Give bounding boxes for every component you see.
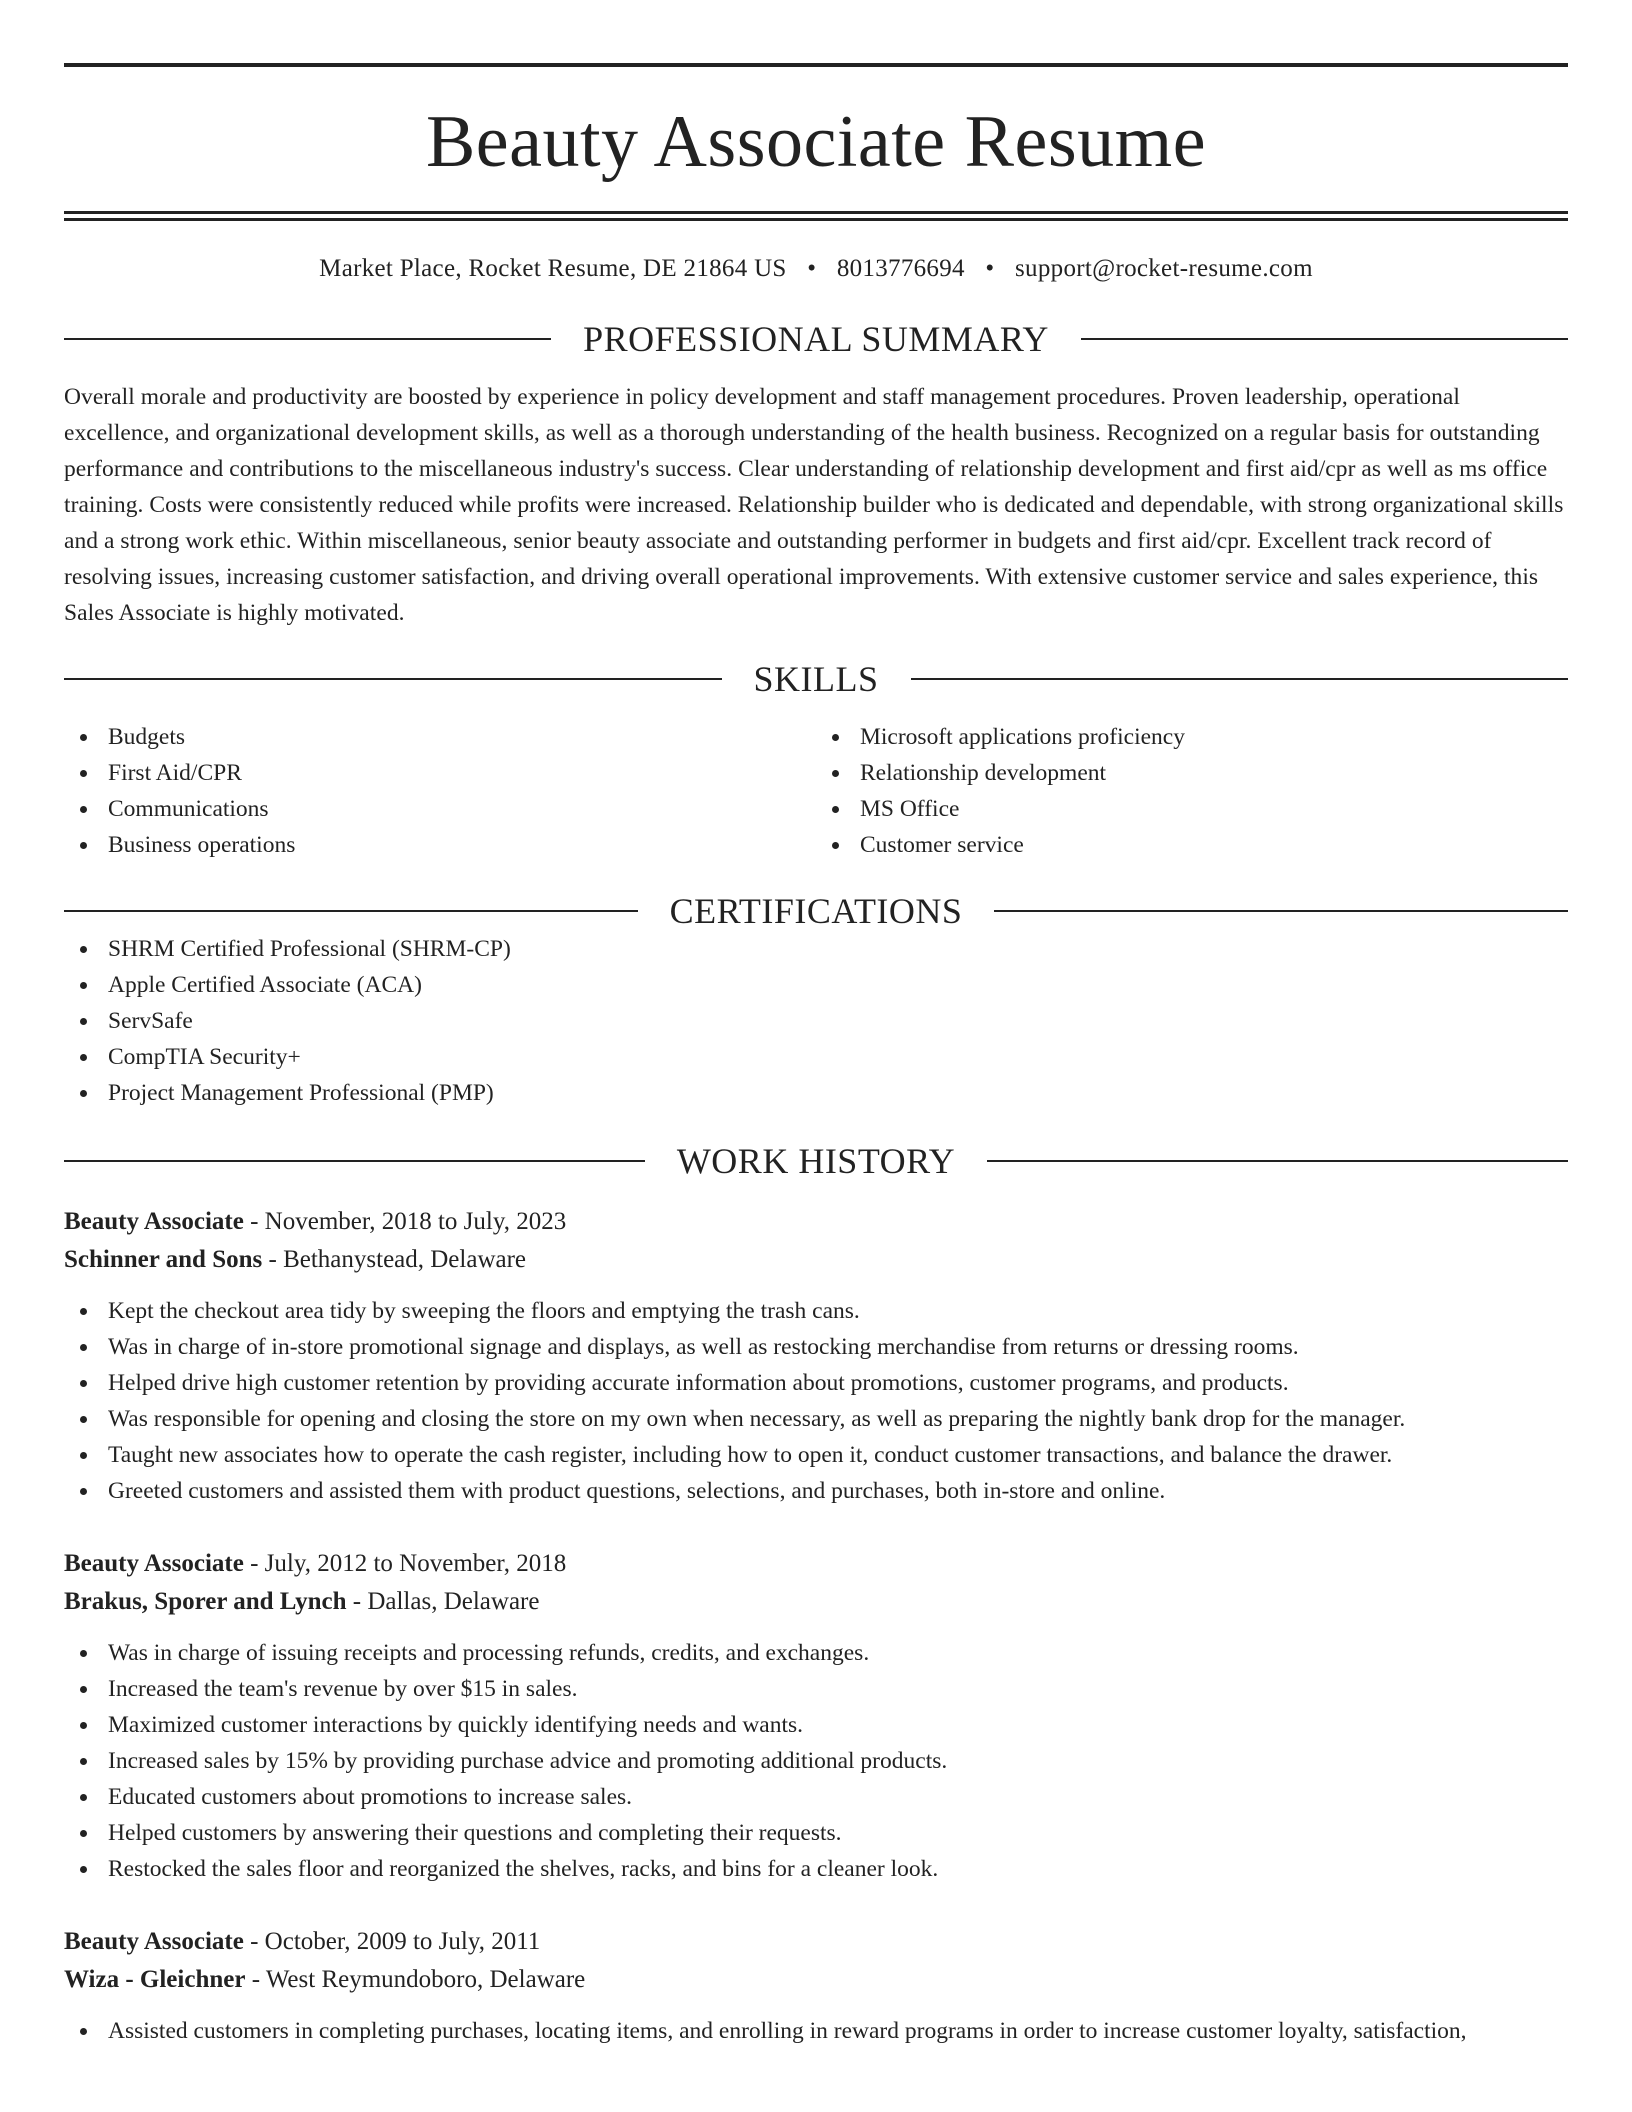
skills-list-right bbox=[816, 719, 1568, 863]
job-bullet: Was responsible for opening and closing the store on my own when necessary, as well as preparing the nightly bank drop for the manager. bbox=[64, 1401, 1568, 1437]
section-divider-left bbox=[64, 910, 638, 912]
skill-item: MS Office bbox=[816, 791, 1568, 827]
job-company: Wiza - Gleichner bbox=[64, 1966, 246, 1993]
skill-item: Business operations bbox=[64, 827, 816, 863]
contact-phone: 8013776694 bbox=[836, 255, 965, 282]
job-title-line bbox=[64, 1545, 1568, 1583]
job-entry bbox=[64, 1923, 1568, 2049]
certification-item: Apple Certified Associate (ACA) bbox=[64, 967, 1568, 1003]
skill-item: Communications bbox=[64, 791, 816, 827]
certification-item: SHRM Certified Professional (SHRM-CP) bbox=[64, 931, 1568, 967]
skills-section-header bbox=[64, 659, 1568, 699]
contact-separator: • bbox=[985, 255, 995, 282]
certification-item: CompTIA Security+ bbox=[64, 1039, 1568, 1075]
job-bullet: Maximized customer interactions by quickly identifying needs and wants. bbox=[64, 1707, 1568, 1743]
summary-text: Overall morale and productivity are boosted by experience in policy development and staff management procedures. Proven leadership, operational excellence, and organizational development skills, as well as a thorough understanding of the health business. Recognized on a regular basis for outstanding performance and contributions to the miscellaneous industry's success. Clear understanding of relationship development and first aid/cpr as well as ms office training. Costs were consistently reduced while profits were increased. Relationship builder who is dedicated and dependable, with strong organizational skills and a strong work ethic. Within miscellaneous, senior beauty associate and outstanding performer in budgets and first aid/cpr. Excellent track record of resolving issues, increasing customer satisfaction, and driving overall operational improvements. With extensive customer service and sales experience, this Sales Associate is highly motivated. bbox=[64, 384, 1564, 626]
job-title-line bbox=[64, 1923, 1568, 1961]
certifications-heading: CERTIFICATIONS bbox=[669, 891, 963, 931]
contact-line bbox=[64, 253, 1568, 285]
certification-item: ServSafe bbox=[64, 1003, 1568, 1039]
contact-email: support@rocket-resume.com bbox=[1015, 255, 1313, 282]
job-bullet: Educated customers about promotions to increase sales. bbox=[64, 1779, 1568, 1815]
job-bullets bbox=[64, 1293, 1568, 1509]
job-bullet: Increased sales by 15% by providing purchase advice and promoting additional products. bbox=[64, 1743, 1568, 1779]
skills-list-left bbox=[64, 719, 816, 863]
job-dates: - November, 2018 to July, 2023 bbox=[250, 1208, 567, 1235]
job-bullet: Greeted customers and assisted them with product questions, selections, and purchases, both in-store and online. bbox=[64, 1473, 1568, 1509]
job-location: - Bethanystead, Delaware bbox=[268, 1246, 527, 1273]
job-bullet: Helped drive high customer retention by providing accurate information about promotions, customer programs, and products. bbox=[64, 1365, 1568, 1401]
skills-heading: SKILLS bbox=[753, 659, 879, 699]
job-bullet: Taught new associates how to operate the cash register, including how to open it, conduct customer transactions, and balance the drawer. bbox=[64, 1437, 1568, 1473]
job-dates: - October, 2009 to July, 2011 bbox=[250, 1928, 541, 1955]
section-divider-right bbox=[911, 678, 1569, 680]
section-divider-left bbox=[64, 338, 551, 340]
skill-item: Microsoft applications proficiency bbox=[816, 719, 1568, 755]
job-bullet: Increased the team's revenue by over $15 in sales. bbox=[64, 1671, 1568, 1707]
job-bullet: Restocked the sales floor and reorganized the shelves, racks, and bins for a cleaner look. bbox=[64, 1851, 1568, 1887]
job-company-line bbox=[64, 1961, 1568, 1999]
work-history-section-header bbox=[64, 1141, 1568, 1181]
page-title: Beauty Associate Resume bbox=[425, 101, 1207, 183]
skill-item: Budgets bbox=[64, 719, 816, 755]
work-history-heading: WORK HISTORY bbox=[676, 1141, 956, 1181]
skills-grid bbox=[64, 719, 1568, 863]
job-bullet: Helped customers by answering their questions and completing their requests. bbox=[64, 1815, 1568, 1851]
job-dates: - July, 2012 to November, 2018 bbox=[250, 1550, 567, 1577]
certification-item: Project Management Professional (PMP) bbox=[64, 1075, 1568, 1111]
summary-heading: PROFESSIONAL SUMMARY bbox=[583, 319, 1049, 359]
certifications-section-header bbox=[64, 891, 1568, 931]
job-bullet: Kept the checkout area tidy by sweeping the floors and emptying the trash cans. bbox=[64, 1293, 1568, 1329]
top-rule bbox=[64, 63, 1568, 67]
summary-section-header bbox=[64, 319, 1568, 359]
job-location: - Dallas, Delaware bbox=[352, 1588, 540, 1615]
job-bullet: Was in charge of issuing receipts and processing refunds, credits, and exchanges. bbox=[64, 1635, 1568, 1671]
section-divider-right bbox=[987, 1160, 1568, 1162]
skill-item: First Aid/CPR bbox=[64, 755, 816, 791]
job-company-line bbox=[64, 1241, 1568, 1279]
job-location: - West Reymundoboro, Delaware bbox=[251, 1966, 586, 1993]
job-bullet: Assisted customers in completing purchases, locating items, and enrolling in reward programs in order to increase customer loyalty, satisfaction, bbox=[64, 2013, 1568, 2049]
job-bullets bbox=[64, 1635, 1568, 1887]
contact-separator: • bbox=[807, 255, 817, 282]
job-title-line bbox=[64, 1203, 1568, 1241]
section-divider-left bbox=[64, 1160, 645, 1162]
job-title: Beauty Associate bbox=[64, 1928, 244, 1955]
contact-address: Market Place, Rocket Resume, DE 21864 US bbox=[319, 255, 787, 282]
title-double-rule bbox=[64, 211, 1568, 221]
job-entry bbox=[64, 1545, 1568, 1887]
job-title: Beauty Associate bbox=[64, 1550, 244, 1577]
certifications-list bbox=[64, 931, 1568, 1111]
job-title: Beauty Associate bbox=[64, 1208, 244, 1235]
job-bullets bbox=[64, 2013, 1568, 2049]
job-entry bbox=[64, 1203, 1568, 1509]
skill-item: Customer service bbox=[816, 827, 1568, 863]
section-divider-right bbox=[994, 910, 1568, 912]
skill-item: Relationship development bbox=[816, 755, 1568, 791]
job-company-line bbox=[64, 1583, 1568, 1621]
job-company: Schinner and Sons bbox=[64, 1246, 263, 1273]
job-bullet: Was in charge of in-store promotional signage and displays, as well as restocking merchandise from returns or dressing rooms. bbox=[64, 1329, 1568, 1365]
section-divider-left bbox=[64, 678, 722, 680]
job-company: Brakus, Sporer and Lynch bbox=[64, 1588, 347, 1615]
section-divider-right bbox=[1081, 338, 1568, 340]
